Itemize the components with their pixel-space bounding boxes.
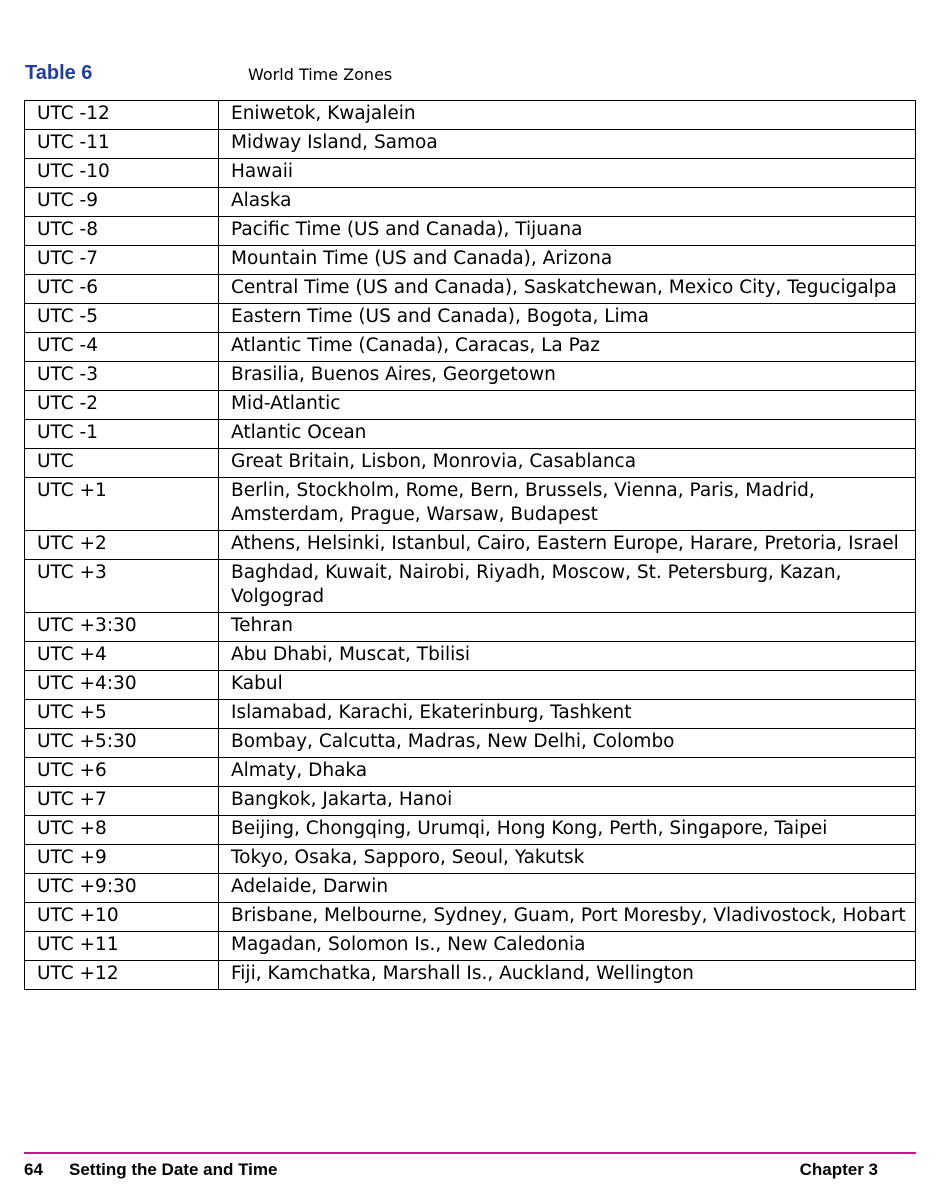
table-row: [25, 159, 916, 188]
table-row: [25, 787, 916, 816]
table-row: [25, 671, 916, 700]
cities-cell: Kabul: [219, 671, 916, 700]
table-row: [25, 932, 916, 961]
table-row: [25, 845, 916, 874]
footer-divider: [24, 1152, 916, 1154]
cities-cell: Fiji, Kamchatka, Marshall Is., Auckland, Wellington: [219, 961, 916, 990]
cities-cell: Beijing, Chongqing, Urumqi, Hong Kong, Perth, Singapore, Taipei: [219, 816, 916, 845]
page-number: 64: [24, 1160, 43, 1179]
utc-offset-cell: UTC -5: [25, 304, 219, 333]
cities-cell: Adelaide, Darwin: [219, 874, 916, 903]
utc-offset-cell: UTC +9: [25, 845, 219, 874]
table-row: [25, 449, 916, 478]
cities-cell: Brisbane, Melbourne, Sydney, Guam, Port Moresby, Vladivostock, Hobart: [219, 903, 916, 932]
table-label: Table 6: [25, 62, 93, 84]
table-row: [25, 478, 916, 531]
table-row: [25, 531, 916, 560]
page-footer: [24, 1160, 878, 1184]
cities-cell: Mountain Time (US and Canada), Arizona: [219, 246, 916, 275]
utc-offset-cell: UTC +11: [25, 932, 219, 961]
utc-offset-cell: UTC -3: [25, 362, 219, 391]
cities-cell: Tokyo, Osaka, Sapporo, Seoul, Yakutsk: [219, 845, 916, 874]
table-caption: [25, 62, 915, 88]
cities-cell: Alaska: [219, 188, 916, 217]
utc-offset-cell: UTC +9:30: [25, 874, 219, 903]
table-row: [25, 188, 916, 217]
cities-cell: Bangkok, Jakarta, Hanoi: [219, 787, 916, 816]
utc-offset-cell: UTC -6: [25, 275, 219, 304]
utc-offset-cell: UTC +3: [25, 560, 219, 613]
cities-cell: Mid-Atlantic: [219, 391, 916, 420]
cities-cell: Berlin, Stockholm, Rome, Bern, Brussels, Vienna, Paris, Madrid, Amsterdam, Prague, Warsaw, Budapest: [219, 478, 916, 531]
utc-offset-cell: UTC +2: [25, 531, 219, 560]
cities-cell: Almaty, Dhaka: [219, 758, 916, 787]
utc-offset-cell: UTC +5: [25, 700, 219, 729]
table-row: [25, 304, 916, 333]
table-row: [25, 700, 916, 729]
table-row: [25, 362, 916, 391]
table-row: [25, 961, 916, 990]
table-row: [25, 816, 916, 845]
table-row: [25, 903, 916, 932]
utc-offset-cell: UTC +10: [25, 903, 219, 932]
time-zones-table: [24, 100, 916, 990]
utc-offset-cell: UTC +1: [25, 478, 219, 531]
cities-cell: Eastern Time (US and Canada), Bogota, Lima: [219, 304, 916, 333]
utc-offset-cell: UTC +4:30: [25, 671, 219, 700]
table-row: [25, 130, 916, 159]
cities-cell: Great Britain, Lisbon, Monrovia, Casablanca: [219, 449, 916, 478]
table-row: [25, 333, 916, 362]
table-row: [25, 246, 916, 275]
table-row: [25, 420, 916, 449]
footer-chapter: Chapter 3: [799, 1160, 878, 1179]
cities-cell: Eniwetok, Kwajalein: [219, 101, 916, 130]
utc-offset-cell: UTC +5:30: [25, 729, 219, 758]
cities-cell: Brasilia, Buenos Aires, Georgetown: [219, 362, 916, 391]
utc-offset-cell: UTC -4: [25, 333, 219, 362]
table-row: [25, 729, 916, 758]
cities-cell: Pacific Time (US and Canada), Tijuana: [219, 217, 916, 246]
table-row: [25, 874, 916, 903]
table-row: [25, 560, 916, 613]
table-row: [25, 275, 916, 304]
cities-cell: Bombay, Calcutta, Madras, New Delhi, Colombo: [219, 729, 916, 758]
footer-section-title: Setting the Date and Time: [69, 1160, 278, 1179]
utc-offset-cell: UTC +3:30: [25, 613, 219, 642]
time-zones-table-body: [25, 101, 916, 990]
cities-cell: Abu Dhabi, Muscat, Tbilisi: [219, 642, 916, 671]
utc-offset-cell: UTC +7: [25, 787, 219, 816]
utc-offset-cell: UTC -11: [25, 130, 219, 159]
utc-offset-cell: UTC +6: [25, 758, 219, 787]
utc-offset-cell: UTC -2: [25, 391, 219, 420]
utc-offset-cell: UTC -9: [25, 188, 219, 217]
cities-cell: Islamabad, Karachi, Ekaterinburg, Tashkent: [219, 700, 916, 729]
cities-cell: Tehran: [219, 613, 916, 642]
cities-cell: Athens, Helsinki, Istanbul, Cairo, Eastern Europe, Harare, Pretoria, Israel: [219, 531, 916, 560]
utc-offset-cell: UTC -10: [25, 159, 219, 188]
utc-offset-cell: UTC +8: [25, 816, 219, 845]
table-row: [25, 217, 916, 246]
utc-offset-cell: UTC +12: [25, 961, 219, 990]
cities-cell: Hawaii: [219, 159, 916, 188]
cities-cell: Midway Island, Samoa: [219, 130, 916, 159]
cities-cell: Atlantic Ocean: [219, 420, 916, 449]
utc-offset-cell: UTC -12: [25, 101, 219, 130]
cities-cell: Baghdad, Kuwait, Nairobi, Riyadh, Moscow, St. Petersburg, Kazan, Volgograd: [219, 560, 916, 613]
cities-cell: Central Time (US and Canada), Saskatchewan, Mexico City, Tegucigalpa: [219, 275, 916, 304]
table-row: [25, 642, 916, 671]
utc-offset-cell: UTC -8: [25, 217, 219, 246]
table-row: [25, 758, 916, 787]
table-row: [25, 391, 916, 420]
table-title: World Time Zones: [248, 65, 393, 84]
table-row: [25, 101, 916, 130]
table-row: [25, 613, 916, 642]
utc-offset-cell: UTC -7: [25, 246, 219, 275]
utc-offset-cell: UTC -1: [25, 420, 219, 449]
cities-cell: Atlantic Time (Canada), Caracas, La Paz: [219, 333, 916, 362]
cities-cell: Magadan, Solomon Is., New Caledonia: [219, 932, 916, 961]
utc-offset-cell: UTC: [25, 449, 219, 478]
utc-offset-cell: UTC +4: [25, 642, 219, 671]
